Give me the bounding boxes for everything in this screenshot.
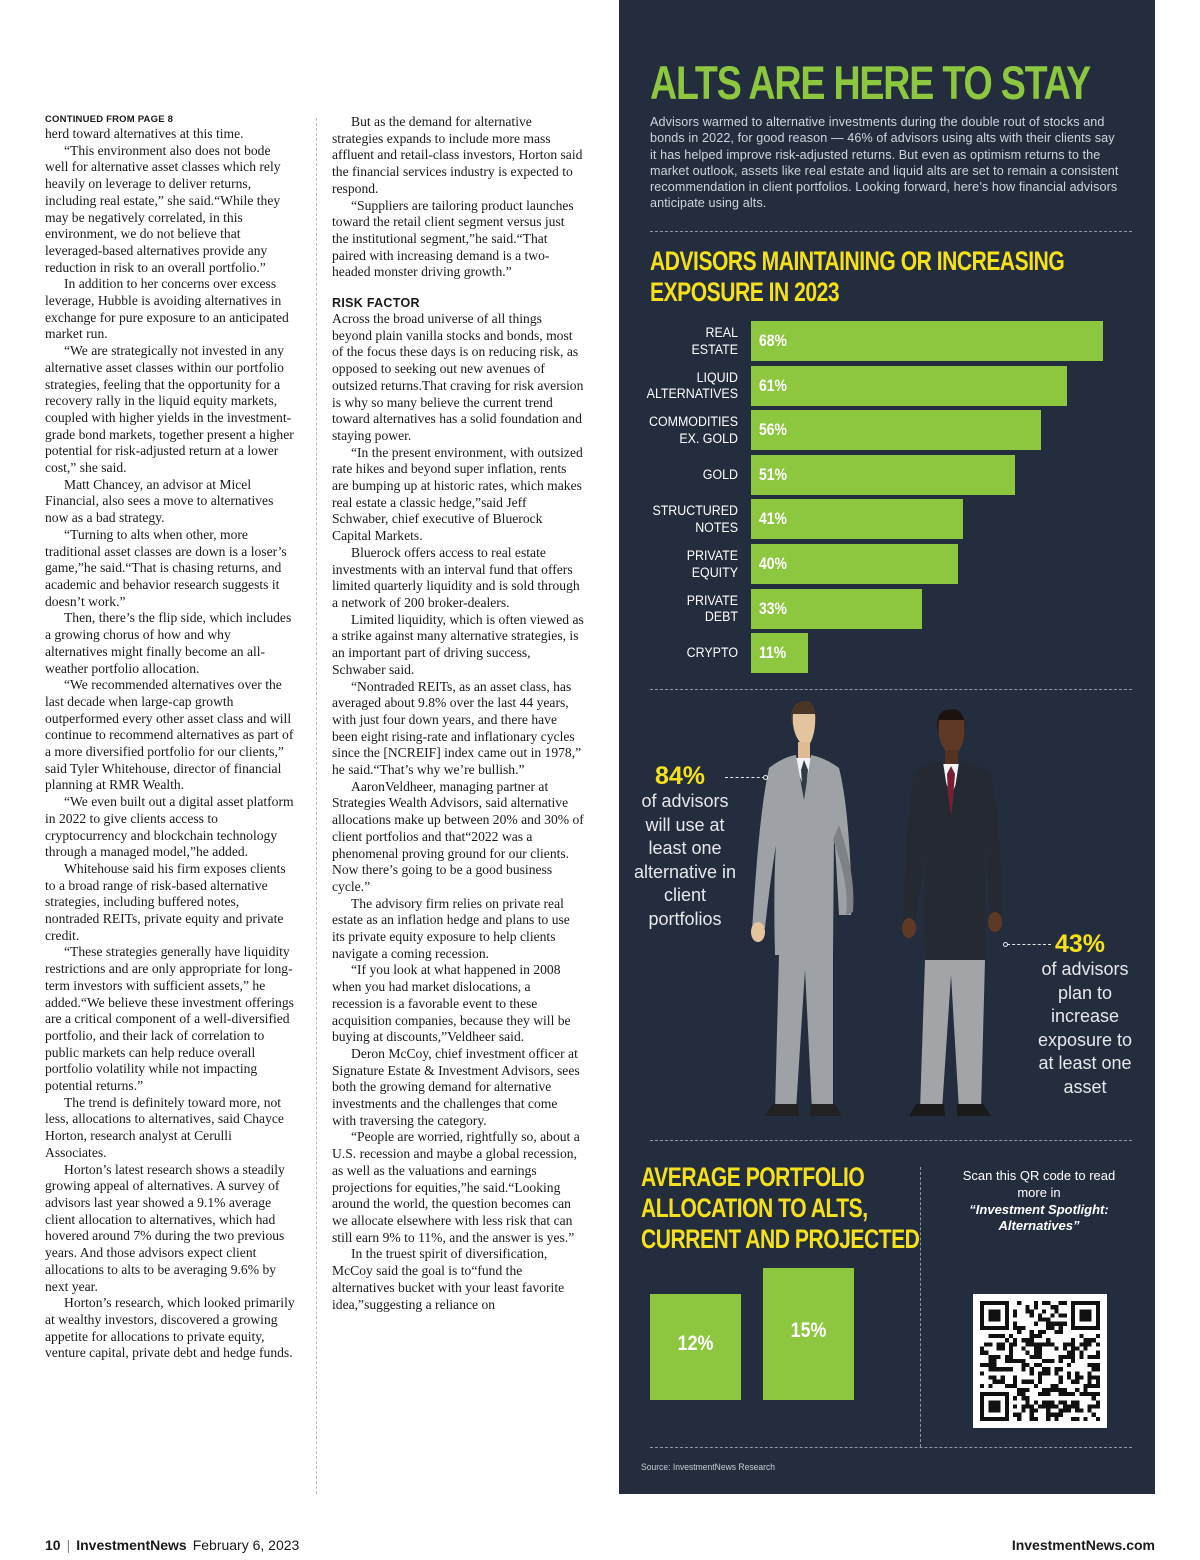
article-paragraph: “If you look at what happened in 2008 when you had market dislocations, a recession is a favorable event to these acquisition companies, because they will be buying at discounts,”Veldheer said. (332, 962, 571, 1045)
bar-category-label-line: CRYPTO (686, 645, 738, 661)
bar-row (619, 366, 1155, 406)
bar-category-label-line: REAL (705, 325, 738, 340)
bar-category-label-line: NOTES (695, 519, 738, 535)
bar-value-label: 56% (759, 420, 787, 440)
qr-code[interactable] (973, 1294, 1107, 1428)
allocation-bar-value: 15% (790, 1319, 827, 1342)
bar-value-label: 68% (759, 331, 787, 350)
bar-category-label (629, 467, 738, 484)
stat-43-percent: 43% (1055, 930, 1106, 958)
footer-divider: | (66, 1537, 71, 1553)
article-paragraph: “Turning to alts when other, more traditional asset classes are down is a loser’s game,”he said.“That is chasing returns, and academic and behavior research suggests it doesn’t work.” (45, 526, 287, 609)
bar-category-label (629, 370, 738, 403)
businessmen-illustration (749, 700, 1049, 1125)
allocation-chart-title (641, 1162, 919, 1255)
article-paragraph: “We are strategically not invested in any alternative asset classes within our portfolio strategies, feeling that the opportunity for a recovery rally in the liquid equity markets, coupled with higher yields in the investment-grade bond markets, together present a higher potential for risk-adjusted return at a lower cost,” she said. (45, 343, 294, 476)
bar-value-label: 41% (759, 509, 787, 529)
stat-1-dot (763, 775, 768, 780)
article-column-2 (332, 114, 584, 1313)
allocation-title-line-3: CURRENT AND PROJECTED (641, 1224, 920, 1254)
bar-row (619, 455, 1155, 495)
allocation-bar-year: 2023 (682, 1409, 710, 1423)
bar-value-label: 11% (759, 643, 787, 663)
allocation-title-line-1: AVERAGE PORTFOLIO (641, 1162, 865, 1192)
bar-value-label: 61% (759, 375, 787, 395)
page-footer (45, 1536, 1155, 1554)
section-divider-3 (650, 1140, 1132, 1141)
bar-category-label-line: LIQUID (696, 369, 738, 385)
man-in-dark-suit-icon (902, 709, 1002, 1116)
bar (751, 410, 1041, 450)
column-2-body-bottom (332, 445, 584, 1314)
article-paragraph: Then, there’s the flip side, which includes a growing chorus of how and why alternatives might finally become an all-weather portfolio allocation. (45, 610, 292, 676)
article-paragraph: Deron McCoy, chief investment officer at Signature Estate & Investment Advisors, sees both the growing demand for alternative investments and the challenges that come with traversing the category. (332, 1045, 580, 1128)
bar-category-label (629, 503, 738, 536)
bar-row (619, 499, 1155, 539)
stat-84-description: of advisors will use at least one alternative in client portfolios (633, 791, 737, 929)
article-paragraph: “People are worried, rightfully so, about a U.S. recession and maybe a global recession, as well as the valuations and earnings projections for equities,”he said.“Looking around the world, the question becomes can we allocate elsewhere with less risk that can still earn 9% to 11%, and the answer is yes.” (332, 1129, 580, 1245)
article-paragraph: “These strategies generally have liquidity restrictions and are only appropriate for long-term investors with sufficient assets,” he added.“We believe these investment offerings are a critical component of a well-diversified portfolio, and their lack of correlation to public markets can help reduce overall portfolio volatility while not impacting potential returns.” (45, 944, 294, 1094)
infographic-title: ALTS ARE HERE TO STAY (650, 56, 1090, 109)
bar-value-label: 51% (759, 464, 787, 484)
article-paragraph: Horton’s research, which looked primarily at wealthy investors, discovered a growing appetite for allocations to private equity, venture capital, private debt and hedge funds. (45, 1295, 295, 1361)
bar (751, 589, 922, 629)
bar (751, 455, 1015, 495)
bar-category-label-line: ALTERNATIVES (646, 386, 738, 402)
infographic-intro: Advisors warmed to alternative investments during the double rout of stocks and bonds in 2022, for good reason — 46% of advisors using alts with their clients say it has helped improve risk-adjusted returns. But even as optimism returns to the market outlook, assets like real estate and liquid alts are set to remain a consistent recommendation in client portfolios. Looking forward, here’s how financial advisors anticipate using alts. (650, 115, 1119, 211)
column-2-body-top (332, 114, 584, 281)
qr-code-icon (980, 1301, 1100, 1421)
section-divider-2 (650, 689, 1132, 690)
infographic-panel (619, 0, 1155, 1494)
qr-caption (959, 1168, 1119, 1235)
bar-category-label-line: STRUCTURED (652, 503, 738, 519)
bar (751, 633, 808, 673)
bar-row (619, 544, 1155, 584)
qr-caption-title: “Investment Spotlight: Alternatives” (969, 1201, 1109, 1234)
man-in-gray-suit-icon (751, 701, 853, 1116)
allocation-bar-value: 12% (677, 1332, 714, 1355)
qr-divider (920, 1167, 921, 1447)
article-paragraph: Whitehouse said his firm exposes clients to a broad range of risk-based alternative strategies, including buffered notes, nontraded REITs, private equity and private credit. (45, 860, 286, 943)
allocation-bar (650, 1294, 741, 1400)
article-paragraph: “Nontraded REITs, as an asset class, has averaged about 9.8% over the last 44 years, with just four down years, and there have been eight rising-rate and inflationary cycles since the [NCREIF] index came out in 1978,” he said.“That’s why we’re bullish.” (332, 678, 582, 778)
article-paragraph: AaronVeldheer, managing partner at Strategies Wealth Advisors, said alternative allocations make up between 20% and 30% of client portfolios and that“2022 was a phenomenal proving ground for our clients. Now there’s going to be a good business cycle.” (332, 778, 584, 894)
article-paragraph: “We even built out a digital asset platform in 2022 to give clients access to cryptocurrency and blockchain technology through a managed model,”he added. (45, 794, 294, 860)
stat-1-connector (725, 777, 765, 778)
article-paragraph: herd toward alternatives at this time. (45, 126, 244, 141)
bar-row (619, 321, 1155, 361)
article-paragraph: But as the demand for alternative strategies expands to include more mass affluent and retail-class investors, Horton said the financial services industry is expected to respond. (332, 114, 583, 196)
article-paragraph: “In the present environment, with outsized rate hikes and beyond super inflation, rents are bumping up at historic rates, which makes real estate a classic hedge,”said Jeff Schwaber, chief executive of Bluerock Capital Markets. (332, 444, 583, 544)
issue-date: February 6, 2023 (192, 1537, 300, 1553)
article-paragraph: In the truest spirit of diversification, McCoy said the goal is to“fund the alternatives bucket with your least favorite idea,”suggesting a reliance on (332, 1246, 565, 1312)
bar (751, 544, 958, 584)
publication-name: InvestmentNews (76, 1537, 187, 1553)
bar-row (619, 589, 1155, 629)
qr-caption-lead: Scan this QR code to read more in (962, 1168, 1116, 1200)
stat-43-description: of advisors plan to increase exposure to at least one asset (1037, 959, 1133, 1097)
bar (751, 499, 963, 539)
exposure-title-line-1: ADVISORS MAINTAINING OR INCREASING (650, 246, 1065, 276)
bar-category-label-line: COMMODITIES (648, 414, 738, 430)
allocation-bar-year: 2026 (795, 1409, 823, 1423)
article-paragraph: In addition to her concerns over excess leverage, Hubble is avoiding alternatives in exchange for pure exposure to an anticipated market run. (45, 276, 289, 342)
article-paragraph: “We recommended alternatives over the last decade when large-cap growth outperformed every other asset class and will continue to recommend alternatives as part of a more diversified portfolio for our clients,” said Tyler Whitehouse, director of financial planning at RMR Wealth. (45, 677, 294, 793)
stat-2-connector (1007, 944, 1051, 945)
allocation-bar (763, 1268, 854, 1400)
bar-value-label: 33% (759, 598, 787, 618)
bar-category-label-line: ESTATE (691, 341, 738, 357)
risk-factor-lead-paragraph: Across the broad universe of all things beyond plain vanilla stocks and bonds, most of the focus these days is on reducing risk, as opposed to seeking out new avenues of outsized returns.That craving for risk aversion is why so many believe the current trend toward alternatives has a solid foundation and staying power. (332, 311, 584, 443)
article-paragraph: Bluerock offers access to real estate investments with an interval fund that offers limited quarterly liquidity and is sold through a network of 200 broker-dealers. (332, 544, 580, 610)
bar (751, 366, 1067, 406)
section-divider-1 (650, 231, 1132, 232)
article-paragraph: Horton’s latest research shows a steadily growing appeal of alternatives. A survey of advisors last year showed a 9.1% average client allocation to alternatives, which had hovered around 7% during the two previous years. And those advisors expect client allocations to alts to be averaging 9.6% by next year. (45, 1161, 285, 1294)
bar-category-label (629, 593, 738, 626)
article-paragraph: “Suppliers are tailoring product launches toward the retail client segment versus just the institutional segment,”he said.“That paired with increasing demand is a two-headed monster driving growth.” (332, 197, 574, 280)
bar-category-label-line: PRIVATE (686, 592, 738, 608)
article-paragraph: “This environment also does not bode well for alternative asset classes which rely heavily on leverage to deliver returns, including real estate,” she said.“While they may be negatively correlated, in this environment, we do not believe that leveraged-based alternatives provide any reduction in risk to an overall portfolio.” (45, 142, 281, 275)
source-note: Source: InvestmentNews Research (641, 1462, 776, 1473)
article-paragraph: Matt Chancey, an advisor at Micel Financial, also sees a move to alternatives now as a bad strategy. (45, 476, 274, 526)
column-1-body (45, 126, 295, 1362)
bar-category-label (629, 414, 738, 447)
bar-category-label-line: EX. GOLD (679, 430, 738, 446)
article-paragraph: The trend is definitely toward more, not less, allocations to alternatives, said Chayce Horton, research analyst at Cerulli Associates. (45, 1094, 284, 1160)
bar-category-label (629, 548, 738, 581)
allocation-title-line-2: ALLOCATION TO ALTS, (641, 1193, 868, 1223)
article-column-1 (45, 114, 295, 1362)
continued-label: CONTINUED FROM PAGE 8 (45, 114, 174, 125)
subhead-risk-factor: RISK FACTOR (332, 296, 420, 311)
article-paragraph: The advisory firm relies on private real estate as an inflation hedge and plans to use its private equity exposure to help clients navigate a coming recession. (332, 895, 570, 961)
bar-category-label (629, 645, 738, 662)
bar-row (619, 410, 1155, 450)
article-paragraph: Limited liquidity, which is often viewed as a strike against many alternative strategies, is an important part of driving success, Schwaber said. (332, 611, 584, 677)
bar-category-label (629, 325, 738, 358)
bar-category-label-line: GOLD (702, 466, 738, 482)
bar-category-label-line: EQUITY (691, 564, 738, 580)
exposure-title-line-2: EXPOSURE IN 2023 (650, 277, 840, 307)
bar-value-label: 40% (759, 554, 787, 573)
bar-row (619, 633, 1155, 673)
exposure-chart-title (650, 246, 1064, 308)
page-number: 10 (45, 1537, 61, 1553)
bar-category-label-line: PRIVATE (686, 548, 738, 563)
stat-84-percent: 84% (655, 762, 706, 790)
column-divider (316, 118, 317, 1494)
website-link[interactable]: InvestmentNews.com (1011, 1537, 1155, 1553)
stat-2-dot (1003, 942, 1008, 947)
bar (751, 321, 1103, 361)
section-divider-4 (650, 1447, 1132, 1448)
bar-category-label-line: DEBT (704, 609, 738, 625)
